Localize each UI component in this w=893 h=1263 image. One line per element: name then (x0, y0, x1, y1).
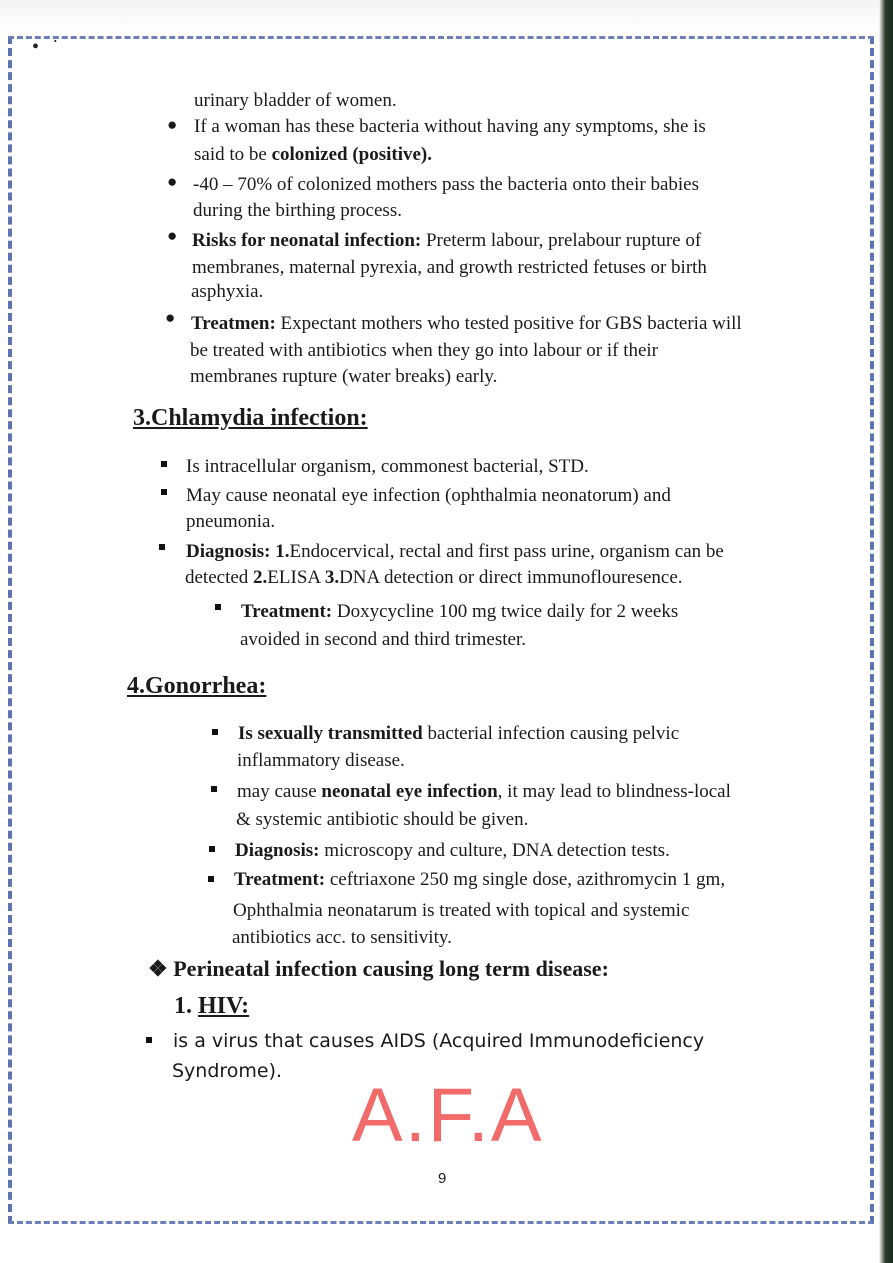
list-item-text: Risks for neonatal infection: Preterm labour, prelabour rupture of (192, 230, 702, 251)
page-top-shadow (0, 0, 893, 34)
list-item-text: Treatment: ceftriaxone 250 mg single dose, azithromycin 1 gm, (234, 869, 726, 890)
square-bullet-icon (215, 604, 221, 610)
section-heading-long-term: ❖ Perineatal infection causing long term disease: (148, 956, 609, 981)
list-item-text: Is sexually transmitted bacterial infection causing pelvic (238, 723, 680, 744)
list-item-text: Diagnosis: microscopy and culture, DNA detection tests. (235, 840, 670, 861)
list-item-text: may cause neonatal eye infection, it may lead to blindness-local (237, 781, 731, 802)
square-bullet-icon (208, 876, 214, 882)
bullet-icon: ● (167, 226, 178, 245)
corner-dots: • ˙ (32, 36, 63, 58)
square-bullet-icon (161, 461, 167, 467)
square-bullet-icon (212, 729, 218, 735)
list-item-text: membranes, maternal pyrexia, and growth restricted fetuses or birth (192, 257, 707, 278)
diamond-bullet-icon: ❖ (148, 956, 168, 981)
list-item-text: & systemic antibiotic should be given. (236, 809, 529, 830)
section-heading-gonorrhea: 4.Gonorrhea: (127, 673, 267, 699)
list-item-text: inflammatory disease. (237, 750, 405, 771)
page-number: 9 (438, 1170, 447, 1187)
bullet-icon: ● (167, 115, 178, 134)
list-item-text: pneumonia. (186, 511, 276, 532)
list-item-text: If a woman has these bacteria without having any symptoms, she is (194, 116, 706, 137)
square-bullet-icon (146, 1037, 152, 1043)
list-item-text: May cause neonatal eye infection (ophthalmia neonatorum) and (186, 485, 671, 506)
list-item-text: be treated with antibiotics when they go into labour or if their (190, 340, 659, 361)
bullet-icon: ● (165, 308, 176, 327)
text-line: urinary bladder of women. (194, 90, 397, 111)
square-bullet-icon (159, 544, 165, 550)
section-heading-hiv: 1. HIV: (174, 993, 250, 1019)
square-bullet-icon (161, 489, 167, 495)
list-item-text: Diagnosis: 1.Endocervical, rectal and first pass urine, organism can be (186, 541, 724, 562)
square-bullet-icon (211, 786, 217, 792)
list-item-text: said to be colonized (positive). (194, 144, 433, 165)
watermark: A.F.A (352, 1073, 544, 1158)
list-item-text: during the birthing process. (193, 200, 402, 221)
section-heading-chlamydia: 3.Chlamydia infection: (133, 405, 368, 431)
list-item-text: Ophthalmia neonatarum is treated with topical and systemic (233, 900, 690, 921)
list-item-text: Is intracellular organism, commonest bacterial, STD. (186, 456, 589, 477)
list-item-text: -40 – 70% of colonized mothers pass the bacteria onto their babies (193, 174, 699, 195)
list-item-text: Treatment: Doxycycline 100 mg twice daily for 2 weeks (241, 601, 679, 622)
square-bullet-icon (209, 846, 215, 852)
list-item-text: Syndrome). (172, 1060, 283, 1082)
bullet-icon: ● (167, 172, 178, 191)
list-item-text: Treatmen: Expectant mothers who tested positive for GBS bacteria will (191, 313, 742, 334)
page-edge-shadow (879, 0, 893, 1263)
list-item-text: detected 2.ELISA 3.DNA detection or direct immunoflouresence. (185, 567, 683, 588)
list-item-text: avoided in second and third trimester. (240, 629, 526, 650)
list-item-text: membranes rupture (water breaks) early. (190, 366, 498, 387)
list-item-text: asphyxia. (191, 281, 264, 302)
list-item-text: antibiotics acc. to sensitivity. (232, 927, 452, 948)
list-item-text: is a virus that causes AIDS (Acquired Immunodeficiency (173, 1030, 705, 1052)
